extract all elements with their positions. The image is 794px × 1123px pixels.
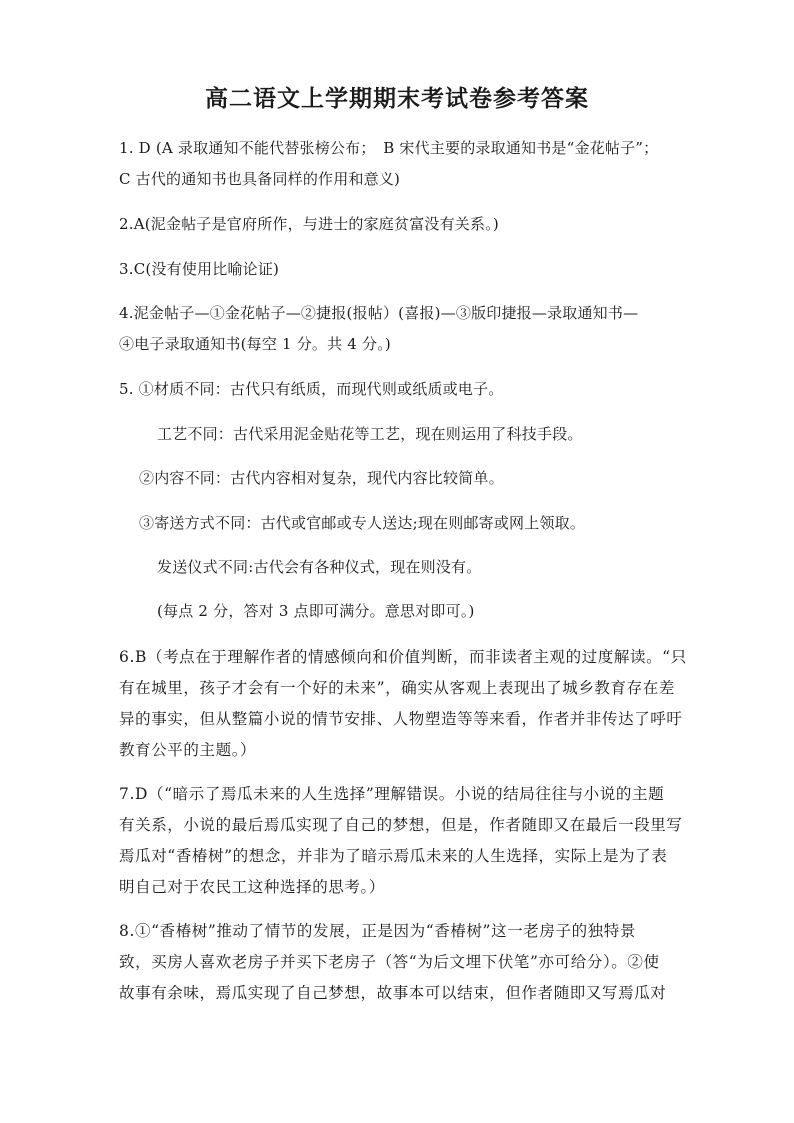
answer-5-point-2: ②内容不同：古代内容相对复杂，现代内容比较简单。 [139,469,504,487]
answer-7-line-4: 明自己对于农民工这种选择的思考。） [119,878,385,896]
answer-8-line-2: 致，买房人喜欢老房子并买下老房子（答“为后文埋下伏笔”亦可给分）。②使 [119,953,660,971]
answer-7-line-1: 7.D（“暗示了焉瓜未来的人生选择”理解错误。小说的结局往往与小说的主题 [119,785,665,803]
answer-5-point-1-craft: 工艺不同：古代采用泥金贴花等工艺，现在则运用了科技手段。 [157,425,583,443]
answer-5-point-3-ceremony: 发送仪式不同:古代会有各种仪式，现在则没有。 [157,558,482,576]
answer-8-line-1: 8.①“香椿树”推动了情节的发展，正是因为“香椿树”这一老房子的独特景 [119,922,636,940]
answer-5-scoring-note: (每点 2 分，答对 3 点即可满分。意思对即可。) [157,602,475,620]
answer-7-line-3: 焉瓜对“香椿树”的想念，并非为了暗示焉瓜未来的人生选择，实际上是为了表 [119,847,668,865]
answer-2: 2.A(泥金帖子是官府所作，与进士的家庭贫富没有关系。) [119,215,499,233]
answer-5-point-3: ③寄送方式不同：古代或官邮或专人送达;现在则邮寄或网上领取。 [139,514,586,532]
answer-3: 3.C(没有使用比喻论证) [119,260,280,278]
answer-6-line-4: 教育公平的主题。） [119,741,257,759]
answer-6-line-2: 有在城里，孩子才会有一个好的未来”，确实从客观上表现出了城乡教育存在差 [119,679,675,697]
answer-4-line-1: 4.泥金帖子—①金花帖子—②捷报(报帖）(喜报)—③版印捷报—录取通知书— [119,304,639,322]
answer-5-point-1: 5. ①材质不同：古代只有纸质，而现代则或纸质或电子。 [119,380,504,398]
answer-8-line-3: 故事有余味，焉瓜实现了自己梦想，故事本可以结束，但作者随即又写焉瓜对 [119,984,667,1002]
answer-1-line-1: 1. D (A 录取通知不能代替张榜公布； B 宋代主要的录取通知书是“金花帖子”； [119,139,659,157]
page-title: 高二语文上学期期末考试卷参考答案 [205,86,589,112]
answer-1-line-2: C 古代的通知书也具备同样的作用和意义) [119,170,401,188]
answer-6-line-3: 异的事实，但从整篇小说的情节安排、人物塑造等等来看，作者并非传达了呼吁 [119,710,683,728]
answer-4-line-2: ④电子录取通知书(每空 1 分。共 4 分。) [119,335,391,353]
answer-6-line-1: 6.B（考点在于理解作者的情感倾向和价值判断，而非读者主观的过度解读。“只 [119,648,687,666]
answer-7-line-2: 有关系，小说的最后焉瓜实现了自己的梦想，但是，作者随即又在最后一段里写 [119,816,683,834]
